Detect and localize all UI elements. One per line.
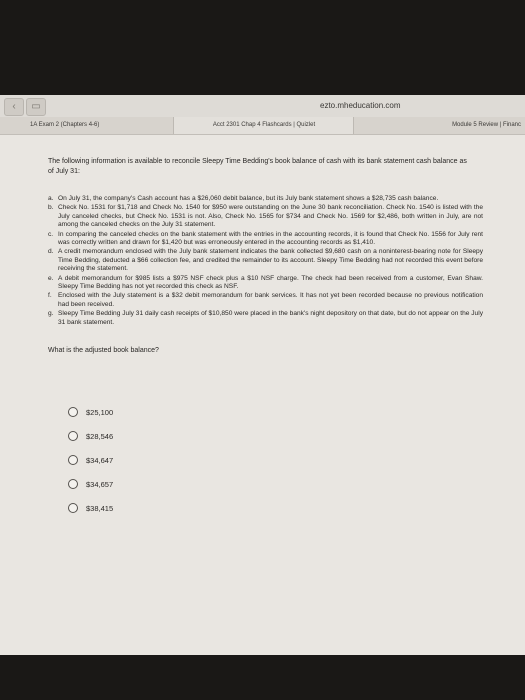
answer-option[interactable] — [68, 400, 483, 424]
info-item-text: Check No. 1531 for $1,718 and Check No. 1540 for $950 were outstanding on the June 30 bank reconciliation. Check No. 1540 is listed with the July canceled checks, but Check No. 1531 is not. Also, Check No. 1565 for $734 and Check No. 1569 for $2,486, both written in July, are not among the canceled checks on the July 31 statement. — [58, 204, 483, 229]
answer-option-label[interactable]: $25,100 — [86, 407, 114, 417]
radio-button[interactable] — [68, 503, 78, 513]
info-list — [48, 195, 483, 327]
info-item — [48, 248, 483, 273]
tab-exam[interactable]: 1A Exam 2 (Chapters 4-6) — [30, 122, 100, 128]
answer-option-label[interactable]: $34,657 — [86, 479, 114, 489]
question-content — [48, 157, 483, 520]
answer-option[interactable] — [68, 448, 483, 472]
radio-button[interactable] — [68, 455, 78, 465]
info-item — [48, 204, 483, 229]
question-intro: The following information is available to reconcile Sleepy Time Bedding's book balance of cash with its bank statement cash balance as of July 31: — [48, 158, 467, 175]
answer-option[interactable] — [68, 424, 483, 448]
info-item-text: A credit memorandum enclosed with the July bank statement indicates the bank collected $9,680 cash on a noninterest-bearing note for Sleepy Time Bedding, deducted a $66 collection fee, and credited the remainder to its account. Sleepy Time Bedding had not recorded this event before receiving the statement. — [58, 248, 483, 273]
radio-button[interactable] — [68, 407, 78, 417]
info-item-letter: c. — [48, 230, 54, 238]
info-item-text: Sleepy Time Bedding July 31 daily cash receipts of $10,850 were placed in the bank's night depository on that date, but do not appear on the July 31 bank statement. — [58, 310, 483, 326]
tab-quizlet[interactable]: Acct 2301 Chap 4 Flashcards | Quizlet — [173, 117, 354, 134]
info-item-letter: g. — [48, 310, 54, 318]
info-item — [48, 231, 483, 248]
info-item-text: In comparing the canceled checks on the bank statement with the entries in the accounting records, it is found that Check No. 1556 for July rent was correctly written and drawn for $1,420 but was erroneously entered in the accounting records as $1,410. — [58, 230, 483, 247]
browser-window — [0, 95, 525, 655]
info-item-letter: d. — [48, 248, 54, 256]
info-item-letter: f. — [48, 292, 52, 300]
info-item-text: A debit memorandum for $985 lists a $975 NSF check plus a $10 NSF charge. The check had been received from a customer, Evan Shaw. Sleepy Time Bedding has not yet recorded this check as NSF. — [58, 274, 483, 291]
answer-option-label[interactable]: $38,415 — [86, 503, 114, 513]
browser-toolbar — [0, 95, 525, 118]
info-item-letter: b. — [48, 204, 54, 212]
answer-option[interactable] — [68, 496, 483, 520]
sidebar-icon[interactable]: ▭ — [26, 98, 46, 116]
info-item — [48, 275, 483, 292]
info-item-text: On July 31, the company's Cash account has a $26,060 debit balance, but its July bank statement shows a $28,735 cash balance. — [58, 195, 439, 202]
tab-bar — [0, 117, 525, 135]
radio-button[interactable] — [68, 479, 78, 489]
back-icon[interactable]: ‹ — [4, 98, 24, 116]
question-prompt: What is the adjusted book balance? — [48, 347, 159, 355]
tab-module-review[interactable]: Module 5 Review | Financ — [353, 117, 525, 134]
answer-option-label[interactable]: $34,647 — [86, 455, 114, 465]
radio-button[interactable] — [68, 431, 78, 441]
info-item-text: Enclosed with the July statement is a $32 debit memorandum for bank services. It has not yet been recorded because no previous notification had been received. — [58, 292, 483, 308]
answer-options — [48, 400, 483, 520]
answer-option-label[interactable]: $28,546 — [86, 431, 114, 441]
answer-option[interactable] — [68, 472, 483, 496]
info-item — [48, 310, 483, 327]
info-item — [48, 292, 483, 309]
info-item — [48, 195, 483, 203]
info-item-letter: e. — [48, 274, 54, 282]
info-item-letter: a. — [48, 195, 54, 202]
address-bar-url[interactable]: ezto.mheducation.com — [320, 101, 401, 110]
